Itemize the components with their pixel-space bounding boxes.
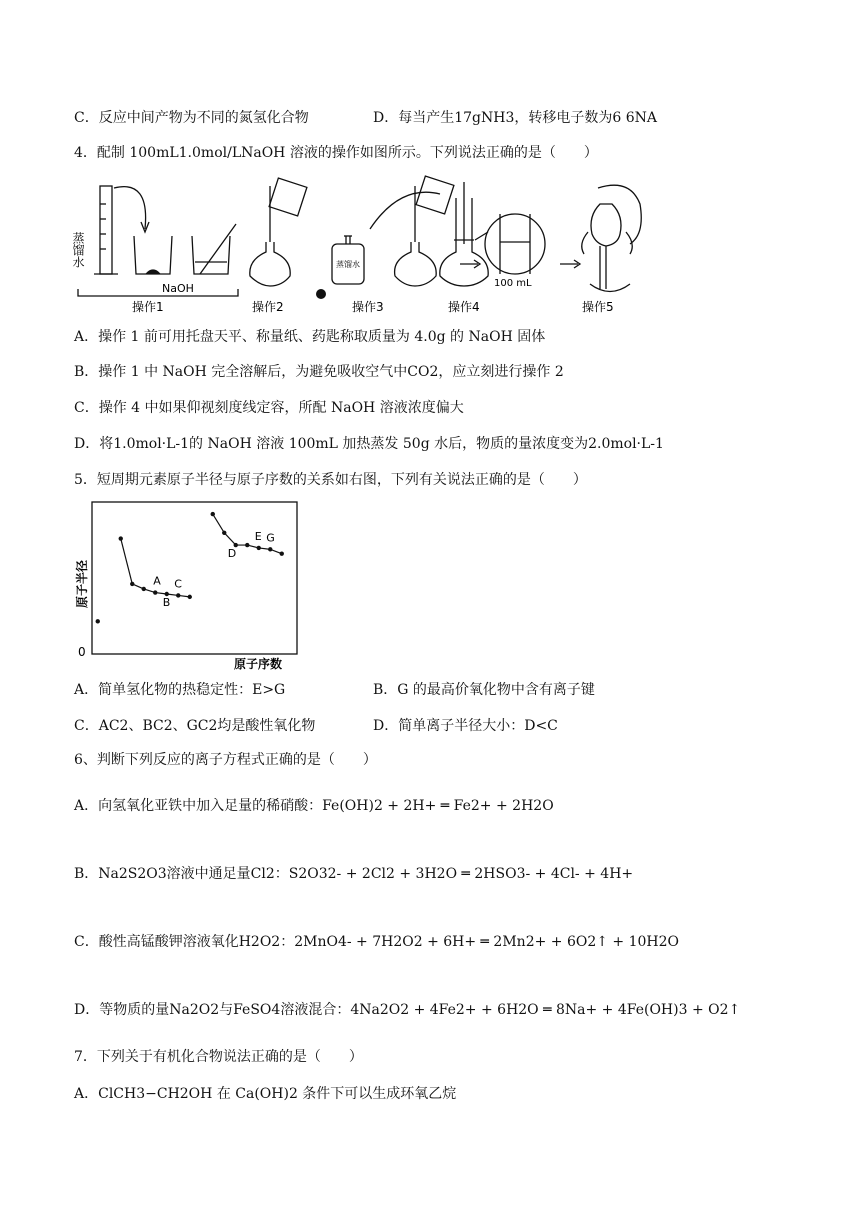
data-point (119, 536, 123, 540)
beaker-pour-2 (269, 178, 307, 216)
q4-naoh-label: NaOH (162, 282, 194, 295)
chart-x-axis-label: 原子序数 (234, 657, 283, 671)
q7-stem: 7．下列关于有机化合物说法正确的是（ ） (74, 1049, 363, 1065)
q4-stem: 4．配制 100mL1.0mol/LNaOH 溶液的操作如图所示。下列说法正确的是（ ） (74, 145, 598, 161)
q4-op2-label: 操作2 (252, 300, 284, 314)
data-point (130, 582, 134, 586)
q6-stem: 6、判断下列反应的离子方程式正确的是（ ） (74, 752, 377, 768)
q6-option-d: D．等物质的量Na2O2与FeSO4溶液混合：4Na2O2 + 4Fe2+ + 6H2O ═ 8Na+ + 4Fe(OH)3 + O2↑ (74, 1002, 741, 1018)
beaker-1 (134, 236, 172, 274)
data-point (176, 593, 180, 597)
graduated-cylinder (100, 186, 112, 274)
q6-option-c: C．酸性高锰酸钾溶液氧化H2O2：2MnO4- + 7H2O2 + 6H+ ═ 2Mn2+ + 6O2↑ + 10H2O (74, 934, 680, 950)
data-point (96, 619, 100, 623)
point-label-d: D (227, 547, 237, 561)
q4-side-label: 蒸馏水 (71, 232, 85, 268)
point-label-c: C (174, 577, 182, 591)
volumetric-flask-4 (440, 244, 488, 286)
data-point (142, 587, 146, 591)
q4-option-d: D．将1.0mol·L-1的 NaOH 溶液 100mL 加热蒸发 50g 水后，物质的量浓度变为2.0mol·L-1 (74, 436, 664, 452)
q3-option-d: D．每当产生17gNH3，转移电子数为6 6NA (373, 110, 657, 126)
chart-y-axis-label: 原子半径 (75, 559, 89, 608)
chart-origin-label: 0 (78, 645, 86, 659)
data-point (222, 531, 226, 535)
q5-option-c: C．AC2、BC2、GC2均是酸性氧化物 (74, 718, 316, 734)
q7-option-a: A．ClCH3−CH2OH 在 Ca(OH)2 条件下可以生成环氧乙烷 (74, 1086, 457, 1102)
point-label-e: E (254, 529, 262, 543)
data-point (188, 595, 192, 599)
data-point (257, 546, 261, 550)
point-label-b: B (162, 596, 171, 609)
volumetric-flask-2 (250, 242, 290, 286)
data-point (153, 590, 157, 594)
q5-option-d: D．简单离子半径大小：D<C (373, 718, 558, 734)
q4-mark-label: 100 mL (494, 278, 532, 289)
data-point (268, 547, 272, 551)
inverted-flask (591, 204, 621, 246)
data-point (211, 512, 215, 516)
atomic-radius-chart (74, 496, 304, 672)
beaker-2 (192, 236, 230, 274)
q4-option-c: C．操作 4 中如果仰视刻度线定容，所配 NaOH 溶液浓度偏大 (74, 400, 464, 416)
q3-option-c: C．反应中间产物为不同的氮氢化合物 (74, 110, 309, 126)
q4-option-a: A．操作 1 前可用托盘天平、称量纸、药匙称取质量为 4.0g 的 NaOH 固体 (74, 329, 546, 345)
q5-option-a: A．简单氢化物的热稳定性：E>G (74, 682, 286, 698)
point-label-g: G (266, 531, 275, 545)
q4-op5-label: 操作5 (582, 300, 614, 314)
chart-frame (92, 502, 297, 654)
q4-procedure-figure (70, 174, 650, 324)
q4-op1-label: 操作1 (132, 300, 164, 314)
q6-option-b: B．Na2S2O3溶液中通足量Cl2：S2O32- + 2Cl2 + 3H2O ═ 2HSO3- + 4Cl- + 4H+ (74, 866, 634, 882)
q5-stem: 5．短周期元素原子半径与原子序数的关系如右图，下列有关说法正确的是（ ） (74, 472, 587, 488)
magnified-mark (485, 214, 545, 274)
point-label-a: A (153, 574, 161, 588)
beaker-pour-3 (416, 176, 454, 214)
volumetric-flask-3 (395, 242, 437, 286)
data-point (280, 551, 284, 555)
q4-bottle-label: 蒸馏水 (336, 260, 360, 269)
q6-option-a: A．向氢氧化亚铁中加入足量的稀硝酸：Fe(OH)2 + 2H+ ═ Fe2+ + 2H2O (74, 798, 554, 814)
q4-op3-label: 操作3 (352, 300, 384, 314)
data-point (245, 543, 249, 547)
q5-option-b: B．G 的最高价氧化物中含有离子键 (373, 682, 595, 698)
q4-option-b: B．操作 1 中 NaOH 完全溶解后，为避免吸收空气中CO2，应立刻进行操作 2 (74, 364, 564, 380)
q4-op4-label: 操作4 (448, 300, 480, 314)
